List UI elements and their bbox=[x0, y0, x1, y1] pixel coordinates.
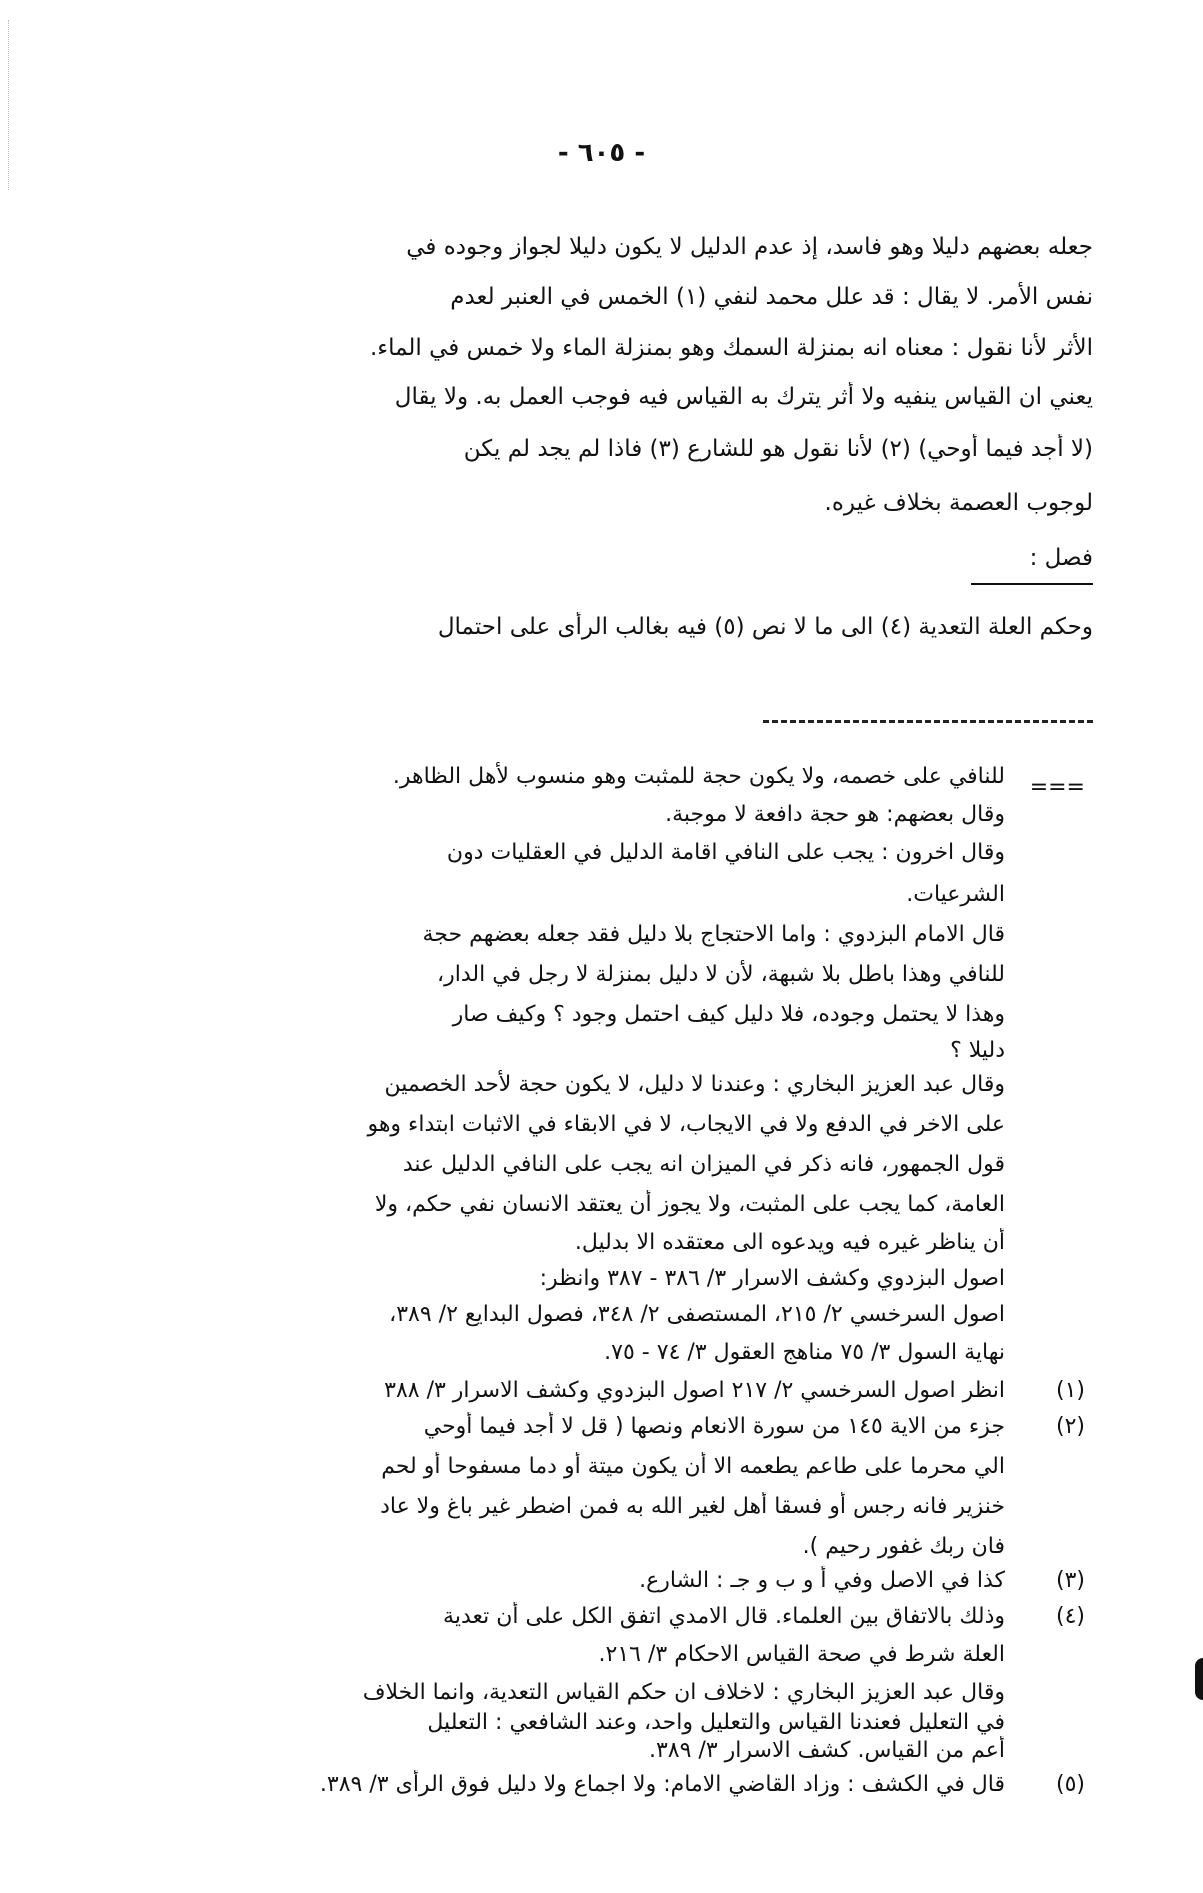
footnote-line: جزء من الاية ١٤٥ من سورة الانعام ونصها ( قل لا أجد فيما أوحي bbox=[423, 1414, 1005, 1439]
section-text: وحكم العلة التعدية (٤) الى ما لا نص (٥) فيه بغالب الرأى على احتمال bbox=[437, 614, 1093, 640]
footnote-line: العامة، كما يجب على المثبت، ولا يجوز أن يعتقد الانسان نفي حكم، ولا bbox=[374, 1192, 1005, 1217]
footnote-line: فان ربك غفور رحيم ). bbox=[802, 1534, 1005, 1559]
footnote-line: اصول السرخسي ٢/ ٢١٥، المستصفى ٢/ ٣٤٨، فصول البدايع ٢/ ٣٨٩، bbox=[389, 1302, 1005, 1327]
footnote-line: وقال اخرون : يجب على النافي اقامة الدليل في العقليات دون bbox=[446, 840, 1005, 865]
footnote-line: العلة شرط في صحة القياس الاحكام ٣/ ٢١٦. bbox=[598, 1642, 1005, 1667]
footnote-marker: (٣) bbox=[1055, 1568, 1085, 1593]
footnote-line: وقال عبد العزيز البخاري : لاخلاف ان حكم القياس التعدية، وانما الخلاف bbox=[362, 1680, 1005, 1705]
footnote-line: للنافي على خصمه، ولا يكون حجة للمثبت وهو منسوب لأهل الظاهر. bbox=[392, 764, 1005, 789]
footnote-line: وقال بعضهم: هو حجة دافعة لا موجبة. bbox=[665, 802, 1005, 827]
footnote-marker: (٥) bbox=[1055, 1772, 1085, 1797]
footnote-line: أعم من القياس. كشف الاسرار ٣/ ٣٨٩. bbox=[648, 1738, 1005, 1763]
heading-underline bbox=[971, 583, 1093, 585]
footnote-line: الشرعيات. bbox=[906, 882, 1005, 907]
body-line: (لا أجد فيما أوحي) (٢) لأنا نقول هو للشارع (٣) فاذا لم يجد لم يكن bbox=[463, 436, 1093, 462]
footnote-marker: === bbox=[1029, 775, 1085, 800]
section-heading: فصل : bbox=[1029, 545, 1093, 571]
footnote-line: قول الجمهور، فانه ذكر في الميزان انه يجب على النافي الدليل عند bbox=[402, 1152, 1005, 1177]
footnote-line: قال الامام البزدوي : واما الاحتجاج بلا دليل فقد جعله بعضهم حجة bbox=[422, 922, 1005, 947]
footnote-line: نهاية السول ٣/ ٧٥ مناهج العقول ٣/ ٧٤ - ٧٥. bbox=[604, 1340, 1005, 1365]
page-number: - ٦٠٥ - bbox=[557, 138, 646, 168]
footnote-line: دليلا ؟ bbox=[950, 1038, 1005, 1063]
footnote-line: كذا في الاصل وفي أ و ب و جـ : الشارع. bbox=[639, 1568, 1005, 1593]
body-line: نفس الأمر. لا يقال : قد علل محمد لنفي (١) الخمس في العنبر لعدم bbox=[450, 284, 1093, 310]
footnote-line: انظر اصول السرخسي ٢/ ٢١٧ اصول البزدوي وكشف الاسرار ٣/ ٣٨٨ bbox=[384, 1378, 1005, 1403]
footnote-line: خنزير فانه رجس أو فسقا أهل لغير الله به فمن اضطر غير باغ ولا عاد bbox=[380, 1494, 1005, 1519]
footnote-line: قال في الكشف : وزاد القاضي الامام: ولا اجماع ولا دليل فوق الرأى ٣/ ٣٨٩. bbox=[319, 1772, 1005, 1797]
body-line: يعني ان القياس ينفيه ولا أثر يترك به القياس فيه فوجب العمل به. ولا يقال bbox=[394, 384, 1093, 410]
footnote-marker: (٤) bbox=[1055, 1604, 1085, 1629]
footnote-line: الي محرما على طاعم يطعمه الا أن يكون ميتة أو دما مسفوحا أو لحم bbox=[381, 1454, 1005, 1479]
footnote-marker: (٢) bbox=[1055, 1414, 1085, 1439]
footnote-line: أن يناظر غيره فيه ويدعوه الى معتقده الا بدليل. bbox=[574, 1230, 1005, 1255]
footnote-marker: (١) bbox=[1055, 1378, 1085, 1403]
footnote-line: للنافي وهذا باطل بلا شبهة، لأن لا دليل بمنزلة لا رجل في الدار، bbox=[437, 962, 1005, 987]
footnote-line: وذلك بالاتفاق بين العلماء. قال الامدي اتفق الكل على أن تعدية bbox=[443, 1604, 1005, 1629]
body-line: الأثر لأنا نقول : معناه انه بمنزلة السمك وهو بمنزلة الماء ولا خمس في الماء. bbox=[369, 335, 1093, 361]
footnote-line: على الاخر في الدفع ولا في الايجاب، لا في الابقاء في الاثبات ابتداء وهو bbox=[367, 1112, 1005, 1137]
body-line: لوجوب العصمة بخلاف غيره. bbox=[824, 490, 1093, 516]
body-line: جعله بعضهم دليلا وهو فاسد، إذ عدم الدليل لا يكون دليلا لجواز وجوده في bbox=[406, 234, 1093, 260]
footnote-line: اصول البزدوي وكشف الاسرار ٣/ ٣٨٦ - ٣٨٧ وانظر: bbox=[539, 1266, 1005, 1291]
footnote-line: وهذا لا يحتمل وجوده، فلا دليل كيف احتمل وجود ؟ وكيف صار bbox=[452, 1002, 1005, 1027]
footnote-line: في التعليل فعندنا القياس والتعليل واحد، وعند الشافعي : التعليل bbox=[427, 1710, 1005, 1735]
footnote-separator bbox=[763, 720, 1093, 723]
scan-edge-mark bbox=[1195, 1658, 1203, 1700]
footnote-line: وقال عبد العزيز البخاري : وعندنا لا دليل، لا يكون حجة لأحد الخصمين bbox=[384, 1072, 1005, 1097]
